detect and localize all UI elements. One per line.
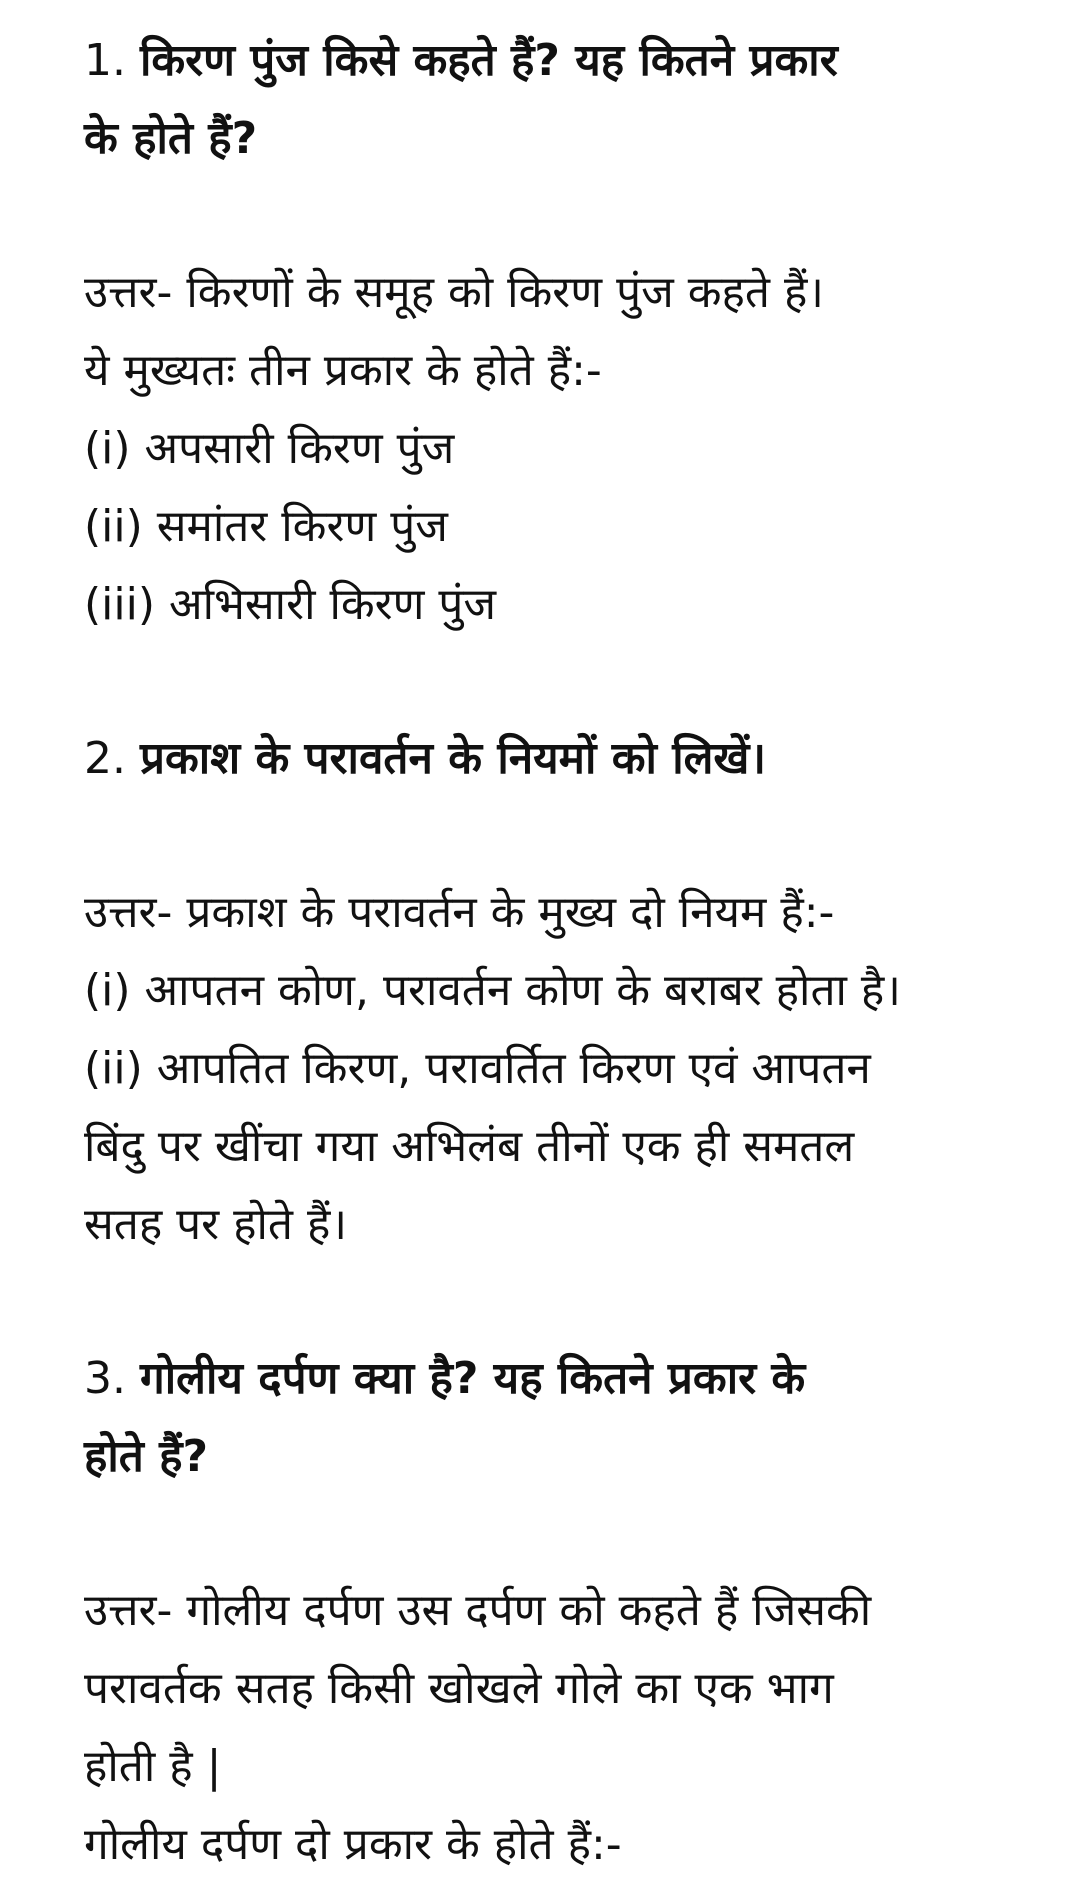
question-2-number: 2. — [84, 733, 126, 784]
answer-2-line-5: सतह पर होते हैं। — [84, 1199, 348, 1250]
answer-2-line-1: उत्तर- प्रकाश के परावर्तन के मुख्य दो नियम हैं:- — [84, 887, 835, 938]
document-body — [84, 22, 1024, 1884]
spacer — [84, 178, 1024, 254]
answer-2-line-2: (i) आपतन कोण, परावर्तन कोण के बराबर होता है। — [84, 965, 901, 1016]
question-3-number: 3. — [84, 1353, 126, 1404]
answer-3-line-4: गोलीय दर्पण दो प्रकार के होते हैं:- — [84, 1819, 622, 1870]
answer-1-line-4: (ii) समांतर किरण पुंज — [84, 501, 448, 552]
answer-1-line-5: (iii) अभिसारी किरण पुंज — [84, 579, 497, 630]
spacer — [84, 1264, 1024, 1340]
question-3-text-line2: होते हैं? — [84, 1431, 209, 1482]
question-1-text-line1: किरण पुंज किसे कहते हैं? यह कितने प्रकार — [139, 35, 838, 86]
answer-1 — [84, 254, 1024, 644]
answer-3-line-2: परावर्तक सतह किसी खोखले गोले का एक भाग — [84, 1663, 834, 1714]
answer-1-line-1: उत्तर- किरणों के समूह को किरण पुंज कहते हैं। — [84, 267, 824, 318]
question-1-heading — [84, 22, 1024, 178]
answer-3-line-3: होती है | — [84, 1741, 222, 1792]
answer-2-line-3: (ii) आपतित किरण, परावर्तित किरण एवं आपतन — [84, 1043, 871, 1094]
answer-3 — [84, 1572, 1024, 1884]
question-1-number: 1. — [84, 35, 126, 86]
answer-1-line-2: ये मुख्यतः तीन प्रकार के होते हैं:- — [84, 345, 602, 396]
question-1-text-line2: के होते हैं? — [84, 113, 258, 164]
answer-2 — [84, 874, 1024, 1264]
question-3-heading — [84, 1340, 1024, 1496]
question-2-heading — [84, 720, 1024, 798]
question-2-text-line1: प्रकाश के परावर्तन के नियमों को लिखें। — [139, 733, 767, 784]
spacer — [84, 798, 1024, 874]
answer-1-line-3: (i) अपसारी किरण पुंज — [84, 423, 455, 474]
spacer — [84, 1496, 1024, 1572]
answer-2-line-4: बिंदु पर खींचा गया अभिलंब तीनों एक ही समतल — [84, 1121, 855, 1172]
spacer — [84, 644, 1024, 720]
question-3-text-line1: गोलीय दर्पण क्या है? यह कितने प्रकार के — [139, 1353, 806, 1404]
answer-3-line-1: उत्तर- गोलीय दर्पण उस दर्पण को कहते हैं जिसकी — [84, 1585, 872, 1636]
